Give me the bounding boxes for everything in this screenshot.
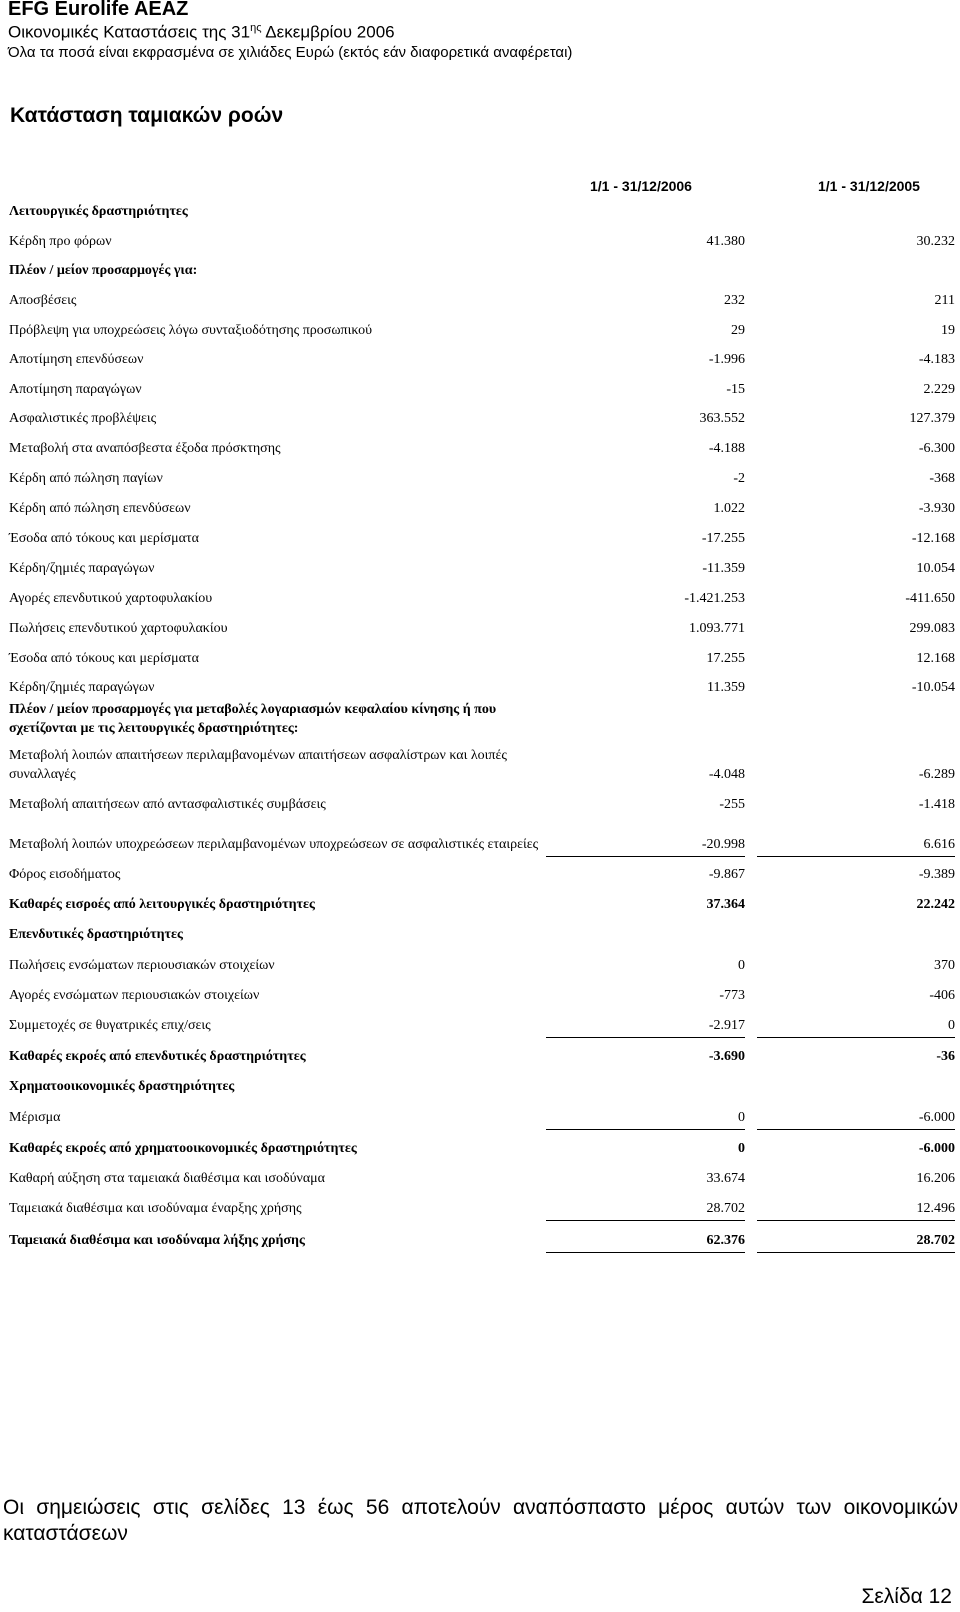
- value-2005: 370: [934, 958, 955, 973]
- row-label: Αγορές επενδυτικού χαρτοφυλακίου: [9, 591, 213, 606]
- total-underline: [757, 1252, 955, 1253]
- table-row: [0, 774, 960, 814]
- value-2005: 211: [934, 293, 955, 308]
- row-label: Ταμειακά διαθέσιμα και ισοδύναμα λήξης χρήσης: [9, 1233, 305, 1248]
- row-label: Συμμετοχές σε θυγατρικές επιχ/σεις: [9, 1018, 211, 1033]
- row-label: Κέρδη από πώληση επενδύσεων: [9, 501, 191, 516]
- value-2005: 2.229: [923, 382, 955, 397]
- row-label: Μεταβολή λοιπών απαιτήσεων περιλαμβανομένων απαιτήσεων ασφαλίστρων και λοιπές συναλλαγές: [9, 748, 507, 782]
- row-label: Ταμειακά διαθέσιμα και ισοδύναμα έναρξης χρήσης: [9, 1201, 302, 1216]
- value-2006: -11.359: [702, 561, 745, 576]
- value-2006: 29: [731, 323, 745, 338]
- value-2006: 0: [738, 958, 745, 973]
- subtitle-pre: Οικονομικές Καταστάσεις της 31: [8, 22, 251, 42]
- row-label: Κέρδη προ φόρων: [9, 234, 112, 249]
- value-2006: -17.255: [701, 531, 745, 546]
- value-2006: 37.364: [706, 897, 745, 912]
- row-label: Καθαρές εισροές από λειτουργικές δραστηριότητες: [9, 897, 315, 912]
- footer-note: Οι σημειώσεις στις σελίδες 13 έως 56 αποτελούν αναπόσπαστο μέρος αυτών των οικονομικών καταστάσεων: [3, 1496, 958, 1545]
- value-2006: 41.380: [706, 234, 745, 249]
- value-2006: -1.996: [708, 352, 745, 367]
- value-2005: -36: [936, 1049, 955, 1064]
- table-row: [0, 698, 960, 738]
- value-2005: -6.000: [918, 1110, 955, 1125]
- value-2005: -3.930: [918, 501, 955, 516]
- value-2005: 127.379: [909, 411, 955, 426]
- value-2005: 28.702: [916, 1233, 955, 1248]
- row-label: Μέρισμα: [9, 1110, 61, 1125]
- row-label: Κέρδη/ζημιές παραγώγων: [9, 680, 155, 695]
- value-2006: 232: [724, 293, 745, 308]
- row-label: Πλέον / μείον προσαρμογές για μεταβολές λογαριασμών κεφαλαίου κίνησης ή που σχετίζονται με τις λειτουργικές δραστηριότητες:: [9, 702, 497, 736]
- value-2005: -6.300: [918, 441, 955, 456]
- value-2006: -9.867: [708, 867, 745, 882]
- row-label: Έσοδα από τόκους και μερίσματα: [9, 651, 199, 666]
- row-label: Φόρος εισοδήματος: [9, 867, 121, 882]
- value-2005: 12.168: [916, 651, 955, 666]
- statement-subtitle: [8, 22, 395, 43]
- row-label: Μεταβολή λοιπών υποχρεώσεων περιλαμβανομένων υποχρεώσεων σε ασφαλιστικές εταιρείες: [9, 837, 539, 852]
- value-2005: 22.242: [916, 897, 955, 912]
- value-2005: -9.389: [918, 867, 955, 882]
- value-2005: -1.418: [918, 797, 955, 812]
- value-2005: -406: [929, 988, 955, 1003]
- value-2005: 10.054: [916, 561, 955, 576]
- value-2005: 19: [941, 323, 955, 338]
- value-2006: 0: [738, 1110, 745, 1125]
- row-label: Έσοδα από τόκους και μερίσματα: [9, 531, 199, 546]
- value-2006: -3.690: [708, 1049, 745, 1064]
- value-2006: -15: [726, 382, 745, 397]
- row-label: Λειτουργικές δραστηριότητες: [9, 204, 188, 219]
- value-2006: 62.376: [706, 1233, 745, 1248]
- value-2005: 299.083: [909, 621, 955, 636]
- value-2006: -255: [719, 797, 745, 812]
- value-2006: 0: [738, 1141, 745, 1156]
- page-number: Σελίδα 12: [861, 1585, 952, 1608]
- subtitle-post: Δεκεμβρίου 2006: [261, 22, 395, 42]
- value-2006: -2: [733, 471, 745, 486]
- row-label: Αποτίμηση παραγώγων: [9, 382, 142, 397]
- value-2005: -368: [929, 471, 955, 486]
- row-label: Χρηματοοικονομικές δραστηριότητες: [9, 1079, 235, 1094]
- value-2006: 363.552: [699, 411, 745, 426]
- total-underline: [546, 1252, 745, 1253]
- row-label: Επενδυτικές δραστηριότητες: [9, 927, 183, 942]
- subtitle-sup: ης: [250, 22, 262, 34]
- row-label: Πωλήσεις ενσώματων περιουσιακών στοιχείων: [9, 958, 275, 973]
- value-2005: -12.168: [911, 531, 955, 546]
- value-2005: -411.650: [905, 591, 955, 606]
- row-label: Καθαρές εκροές από χρηματοοικονομικές δραστηριότητες: [9, 1141, 357, 1156]
- value-2005: -4.183: [918, 352, 955, 367]
- company-name: EFG Eurolife AEAZ: [8, 0, 189, 20]
- value-2006: -20.998: [701, 837, 745, 852]
- row-label: Μεταβολή απαιτήσεων από αντασφαλιστικές συμβάσεις: [9, 797, 326, 812]
- table-row: [0, 657, 960, 697]
- row-label: Κέρδη/ζημιές παραγώγων: [9, 561, 155, 576]
- value-2006: -773: [719, 988, 745, 1003]
- value-2005: 6.616: [923, 837, 955, 852]
- row-label: Πλέον / μείον προσαρμογές για:: [9, 263, 198, 278]
- value-2005: -6.000: [918, 1141, 955, 1156]
- table-row: [0, 1210, 960, 1250]
- value-2006: -4.048: [708, 767, 745, 782]
- currency-note: Όλα τα ποσά είναι εκφρασμένα σε χιλιάδες Ευρώ (εκτός εάν διαφορετικά αναφέρεται): [8, 44, 573, 61]
- row-label: Κέρδη από πώληση παγίων: [9, 471, 163, 486]
- row-label: Καθαρή αύξηση στα ταμειακά διαθέσιμα και ισοδύναμα: [9, 1171, 326, 1186]
- value-2006: -4.188: [708, 441, 745, 456]
- value-2005: -10.054: [911, 680, 955, 695]
- column-header-2006: 1/1 - 31/12/2006: [590, 178, 692, 194]
- value-2006: 33.674: [706, 1171, 745, 1186]
- column-header-2005: 1/1 - 31/12/2005: [818, 178, 920, 194]
- row-label: Πρόβλεψη για υποχρεώσεις λόγω συνταξιοδότησης προσωπικού: [9, 323, 373, 338]
- row-label: Ασφαλιστικές προβλέψεις: [9, 411, 157, 426]
- value-2006: 1.093.771: [689, 621, 745, 636]
- row-label: Αποτίμηση επενδύσεων: [9, 352, 144, 367]
- value-2005: 30.232: [916, 234, 955, 249]
- value-2005: -6.289: [918, 767, 955, 782]
- statement-title: Κατάσταση ταμιακών ροών: [10, 104, 284, 127]
- row-label: Πωλήσεις επενδυτικού χαρτοφυλακίου: [9, 621, 228, 636]
- row-label: Καθαρές εκροές από επενδυτικές δραστηριότητες: [9, 1049, 306, 1064]
- value-2005: 12.496: [916, 1201, 955, 1216]
- row-label: Μεταβολή στα αναπόσβεστα έξοδα πρόσκτησης: [9, 441, 281, 456]
- value-2006: 17.255: [706, 651, 745, 666]
- value-2006: 1.022: [713, 501, 745, 516]
- value-2006: -1.421.253: [684, 591, 745, 606]
- value-2006: -2.917: [708, 1018, 745, 1033]
- row-label: Αγορές ενσώματων περιουσιακών στοιχείων: [9, 988, 260, 1003]
- row-label: Αποσβέσεις: [9, 293, 77, 308]
- value-2005: 0: [948, 1018, 955, 1033]
- value-2006: 28.702: [706, 1201, 745, 1216]
- value-2005: 16.206: [916, 1171, 955, 1186]
- value-2006: 11.359: [707, 680, 745, 695]
